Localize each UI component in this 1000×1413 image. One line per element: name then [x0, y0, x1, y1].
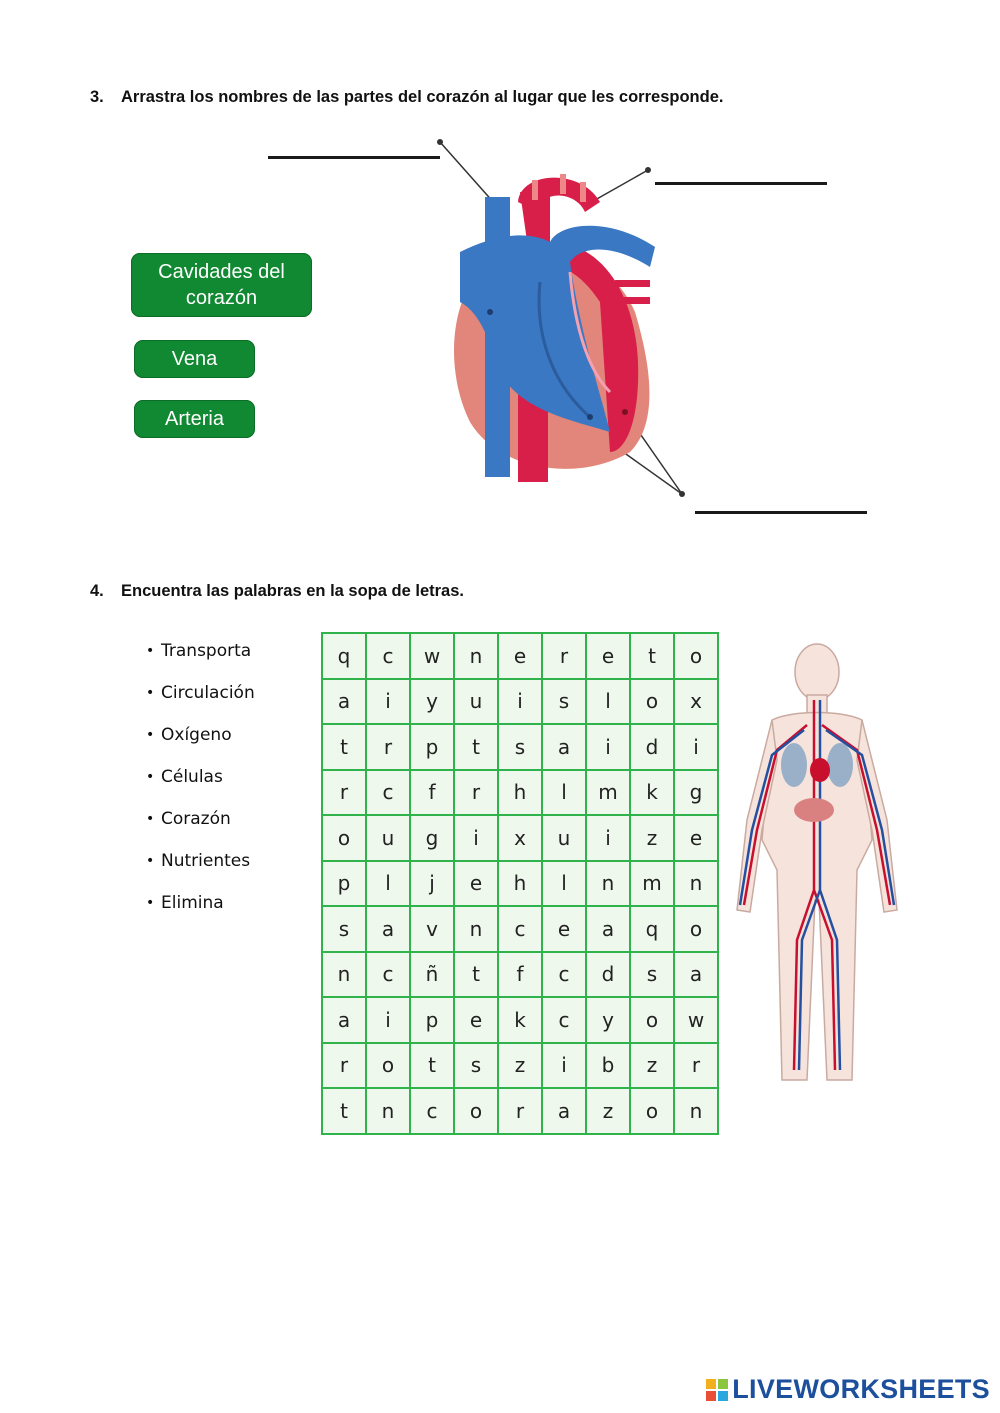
grid-cell[interactable]: g: [674, 770, 718, 816]
grid-cell[interactable]: t: [410, 1043, 454, 1089]
word-list-item: • Circulación: [146, 683, 255, 703]
grid-cell[interactable]: r: [454, 770, 498, 816]
logo-icon: [706, 1379, 728, 1401]
grid-row: [322, 770, 718, 816]
grid-cell[interactable]: u: [542, 815, 586, 861]
grid-cell[interactable]: k: [630, 770, 674, 816]
question-3-title: [90, 88, 723, 107]
grid-cell[interactable]: d: [586, 952, 630, 998]
grid-cell[interactable]: g: [410, 815, 454, 861]
grid-cell[interactable]: d: [630, 724, 674, 770]
grid-cell[interactable]: t: [322, 724, 366, 770]
question-3-number: 3.: [90, 88, 104, 106]
grid-cell[interactable]: c: [366, 952, 410, 998]
grid-cell[interactable]: b: [586, 1043, 630, 1089]
grid-cell[interactable]: o: [366, 1043, 410, 1089]
grid-cell[interactable]: c: [366, 633, 410, 679]
grid-cell[interactable]: t: [322, 1088, 366, 1134]
grid-cell[interactable]: l: [542, 861, 586, 907]
word-list: [146, 638, 255, 932]
grid-cell[interactable]: i: [586, 815, 630, 861]
word-list-item: • Oxígeno: [146, 725, 232, 745]
heart-diagram: [410, 132, 710, 502]
grid-cell[interactable]: n: [322, 952, 366, 998]
grid-cell[interactable]: s: [322, 906, 366, 952]
grid-cell[interactable]: t: [454, 724, 498, 770]
grid-cell[interactable]: t: [454, 952, 498, 998]
grid-cell[interactable]: l: [366, 861, 410, 907]
grid-cell[interactable]: o: [630, 997, 674, 1043]
question-4-text: Encuentra las palabras en la sopa de letras.: [121, 582, 464, 600]
grid-cell[interactable]: a: [322, 997, 366, 1043]
grid-cell[interactable]: r: [322, 1043, 366, 1089]
grid-cell[interactable]: o: [630, 679, 674, 725]
grid-cell[interactable]: x: [498, 815, 542, 861]
grid-cell[interactable]: z: [630, 815, 674, 861]
grid-cell[interactable]: i: [366, 997, 410, 1043]
grid-cell[interactable]: t: [630, 633, 674, 679]
grid-row: [322, 997, 718, 1043]
grid-cell[interactable]: f: [410, 770, 454, 816]
grid-cell[interactable]: i: [586, 724, 630, 770]
grid-cell[interactable]: h: [498, 770, 542, 816]
brand-text: LIVEWORKSHEETS: [732, 1374, 990, 1404]
grid-cell[interactable]: c: [542, 997, 586, 1043]
grid-cell[interactable]: z: [586, 1088, 630, 1134]
question-3-text: Arrastra los nombres de las partes del corazón al lugar que les corresponde.: [121, 88, 724, 106]
draggable-vena[interactable]: Vena: [134, 340, 255, 378]
circulatory-system-figure: [722, 640, 912, 1100]
word-search-grid: [321, 632, 719, 1135]
word-list-item: • Células: [146, 767, 223, 787]
grid-cell[interactable]: u: [366, 815, 410, 861]
grid-cell[interactable]: a: [542, 724, 586, 770]
grid-cell[interactable]: ñ: [410, 952, 454, 998]
drop-zone-bottom-right[interactable]: [695, 511, 867, 514]
grid-cell[interactable]: o: [454, 1088, 498, 1134]
grid-row: [322, 815, 718, 861]
grid-cell[interactable]: r: [366, 724, 410, 770]
grid-cell[interactable]: w: [410, 633, 454, 679]
grid-row: [322, 861, 718, 907]
grid-cell[interactable]: p: [322, 861, 366, 907]
liveworksheets-logo: [706, 1374, 990, 1405]
word-list-item: • Nutrientes: [146, 851, 251, 871]
grid-cell[interactable]: l: [542, 770, 586, 816]
grid-cell[interactable]: n: [454, 906, 498, 952]
grid-cell[interactable]: r: [542, 633, 586, 679]
grid-cell[interactable]: y: [410, 679, 454, 725]
grid-cell[interactable]: k: [498, 997, 542, 1043]
grid-cell[interactable]: h: [498, 861, 542, 907]
grid-cell[interactable]: l: [586, 679, 630, 725]
grid-row: [322, 679, 718, 725]
draggable-cavidades[interactable]: Cavidades del corazón: [131, 253, 312, 317]
grid-cell[interactable]: w: [674, 997, 718, 1043]
grid-cell[interactable]: s: [542, 679, 586, 725]
grid-cell[interactable]: v: [410, 906, 454, 952]
grid-cell[interactable]: i: [498, 679, 542, 725]
grid-cell[interactable]: n: [674, 861, 718, 907]
grid-cell[interactable]: a: [674, 952, 718, 998]
grid-cell[interactable]: x: [674, 679, 718, 725]
grid-cell[interactable]: e: [542, 906, 586, 952]
grid-cell[interactable]: i: [542, 1043, 586, 1089]
grid-cell[interactable]: o: [630, 1088, 674, 1134]
grid-row: [322, 724, 718, 770]
word-list-item: • Corazón: [146, 809, 231, 829]
grid-row: [322, 1043, 718, 1089]
grid-cell[interactable]: r: [674, 1043, 718, 1089]
grid-cell[interactable]: a: [542, 1088, 586, 1134]
question-4-title: [90, 582, 464, 601]
grid-cell[interactable]: e: [498, 633, 542, 679]
grid-cell[interactable]: q: [322, 633, 366, 679]
grid-row: [322, 1088, 718, 1134]
grid-cell[interactable]: r: [498, 1088, 542, 1134]
grid-cell[interactable]: c: [366, 770, 410, 816]
grid-cell[interactable]: o: [674, 633, 718, 679]
grid-cell[interactable]: n: [366, 1088, 410, 1134]
grid-cell[interactable]: s: [498, 724, 542, 770]
grid-cell[interactable]: s: [630, 952, 674, 998]
draggable-arteria[interactable]: Arteria: [134, 400, 255, 438]
grid-cell[interactable]: e: [454, 861, 498, 907]
grid-cell[interactable]: n: [674, 1088, 718, 1134]
grid-cell[interactable]: j: [410, 861, 454, 907]
grid-cell[interactable]: e: [674, 815, 718, 861]
grid-cell[interactable]: e: [454, 997, 498, 1043]
grid-row: [322, 906, 718, 952]
grid-cell[interactable]: y: [586, 997, 630, 1043]
grid-cell[interactable]: q: [630, 906, 674, 952]
grid-cell[interactable]: o: [674, 906, 718, 952]
grid-cell[interactable]: m: [630, 861, 674, 907]
grid-cell[interactable]: s: [454, 1043, 498, 1089]
grid-cell[interactable]: i: [674, 724, 718, 770]
grid-cell[interactable]: c: [542, 952, 586, 998]
grid-cell[interactable]: c: [410, 1088, 454, 1134]
grid-cell[interactable]: m: [586, 770, 630, 816]
grid-cell[interactable]: u: [454, 679, 498, 725]
grid-cell[interactable]: z: [630, 1043, 674, 1089]
grid-cell[interactable]: a: [322, 679, 366, 725]
grid-cell[interactable]: n: [454, 633, 498, 679]
grid-cell[interactable]: r: [322, 770, 366, 816]
grid-cell[interactable]: c: [498, 906, 542, 952]
grid-cell[interactable]: e: [586, 633, 630, 679]
word-list-item: • Elimina: [146, 893, 224, 913]
grid-cell[interactable]: i: [454, 815, 498, 861]
grid-cell[interactable]: f: [498, 952, 542, 998]
question-4-number: 4.: [90, 582, 104, 600]
grid-cell[interactable]: i: [366, 679, 410, 725]
grid-cell[interactable]: p: [410, 724, 454, 770]
word-list-item: • Transporta: [146, 641, 252, 661]
grid-cell[interactable]: z: [498, 1043, 542, 1089]
grid-cell[interactable]: o: [322, 815, 366, 861]
grid-cell[interactable]: a: [366, 906, 410, 952]
grid-row: [322, 633, 718, 679]
grid-cell[interactable]: a: [586, 906, 630, 952]
grid-row: [322, 952, 718, 998]
grid-cell[interactable]: p: [410, 997, 454, 1043]
grid-cell[interactable]: n: [586, 861, 630, 907]
